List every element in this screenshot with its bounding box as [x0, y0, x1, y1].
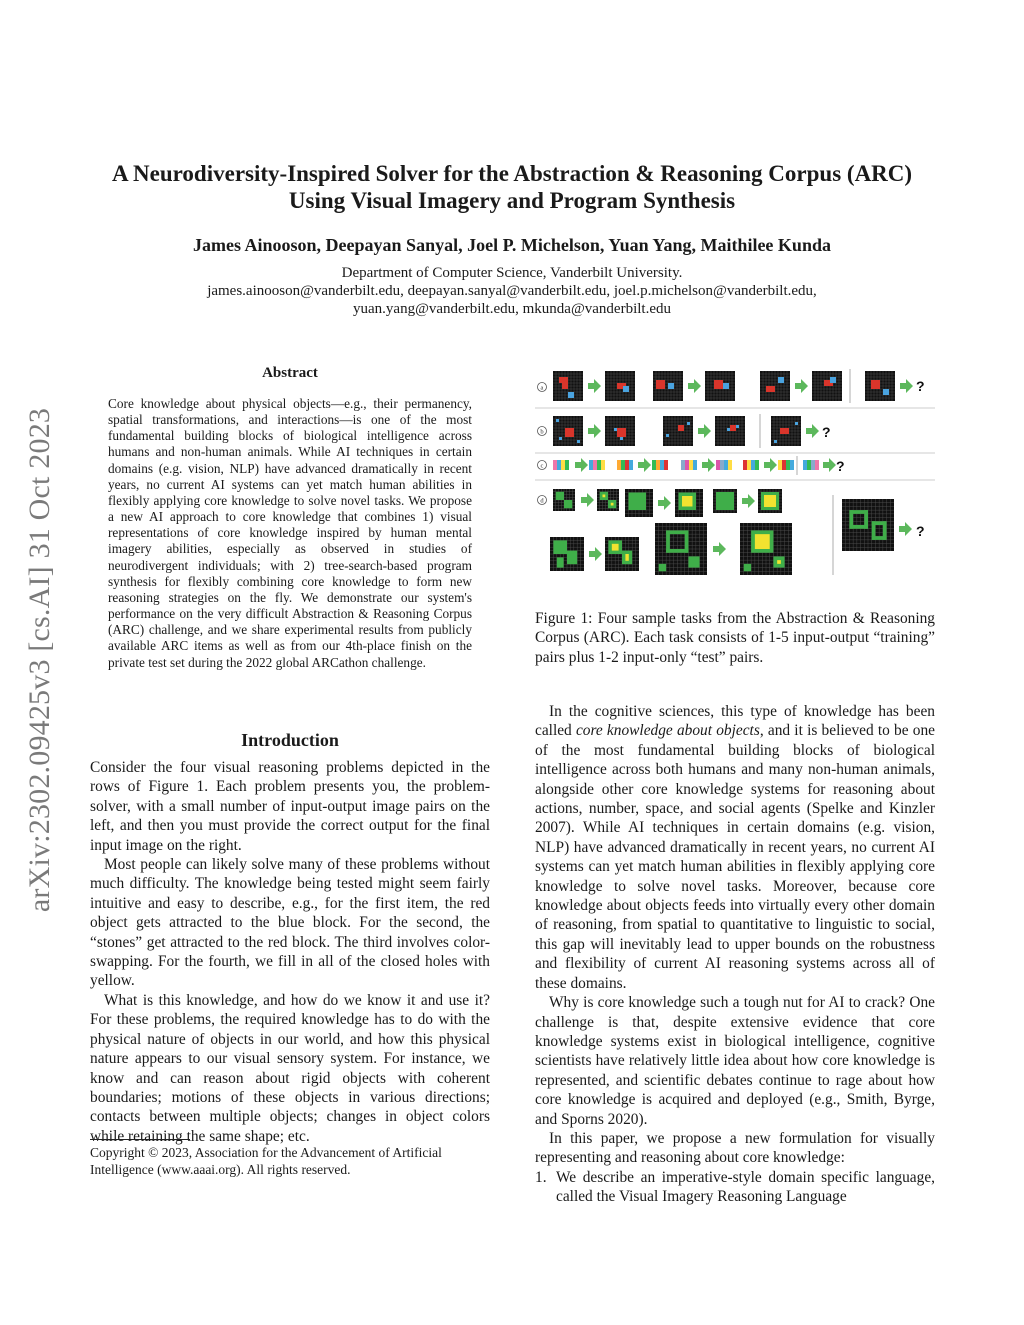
- arc-cell: [567, 551, 577, 565]
- title-line-2: Using Visual Imagery and Program Synthesis: [288, 188, 736, 213]
- color-strip-cell: [625, 460, 629, 470]
- color-strip-cell: [807, 460, 811, 470]
- arc-cell: [565, 428, 574, 437]
- color-strip-cell: [790, 460, 794, 470]
- arc-cell: [688, 556, 699, 567]
- abstract-body: Core knowledge about physical objects—e.g., their permanency, spatial transformations, and interactions—is one of the most fundamental building blocks of biological intelligence across humans and non-human animals. While AI techniques in certain domains (e.g. vision, NLP) have advanced dramatically in recent years, no current AI systems can yet match human abilities in flexibly applying core knowledge to solve novel tasks. We propose a new AI approach to core knowledge that combines 1) visual representations of core knowledge inspired by human mental imagery abilities, especially as observed in studies of neurodivergent individuals; with 2) tree-search-based program synthesis for flexibly combining core knowledge to form new reasoning strategies on the fly. We demonstrate our system's performance on the very difficult Abstraction & Reasoning Corpus (ARC) challenge, and we share experimental results from publicly available ARC items as well as from our 4th-place finish on the private test set during the 2022 global ARCathon challenge.: [108, 396, 472, 670]
- arrow-icon: [899, 522, 912, 536]
- arc-cell: [564, 500, 572, 508]
- question-mark: ?: [916, 523, 925, 539]
- arc-cell: [795, 422, 798, 425]
- arc-cell: [722, 498, 728, 504]
- arc-cell: [723, 383, 729, 389]
- arc-cell: [849, 525, 868, 529]
- affiliation: Department of Computer Science, Vanderbilt University.: [341, 265, 683, 281]
- color-strip-cell: [597, 460, 601, 470]
- arc-cell: [636, 500, 643, 507]
- right-paragraph-2: Why is core knowledge such a tough nut for AI to crack? One challenge is that, despite extensive evidence that core knowledge systems exist in biological intelligence, cognitive scientists have relatively little idea about how core knowledge is represented, and scientific debates continue to rage about how core knowledge is acquired and deployed (e.g., Smith, Byrge, and Sporns 2020).: [535, 994, 935, 1128]
- paper-title: [80, 160, 944, 214]
- color-strip-cell: [629, 460, 633, 470]
- color-strip-cell: [561, 460, 565, 470]
- abstract-heading: Abstract: [262, 365, 318, 381]
- figure-1-graphic: [535, 365, 935, 580]
- arc-cell: [556, 492, 564, 500]
- arc-cell: [559, 377, 568, 383]
- copyright-footnote: Copyright © 2023, Association for the Advancement of Artificial Intelligence (www.aaai.org). All rights reserved.: [90, 1145, 442, 1177]
- author-list: James Ainooson, Deepayan Sanyal, Joel P. Michelson, Yuan Yang, Maithilee Kunda: [193, 235, 831, 255]
- arc-cell: [778, 377, 784, 383]
- arc-cell: [556, 419, 559, 422]
- arc-cell: [744, 564, 751, 571]
- arc-cell: [603, 495, 606, 498]
- arc-cell: [656, 380, 665, 389]
- color-strip-cell: [685, 460, 689, 470]
- introduction-heading: Introduction: [241, 730, 339, 750]
- arc-cell: [830, 377, 836, 383]
- row-label: d: [540, 497, 544, 505]
- arc-cell: [678, 425, 684, 431]
- row-label: c: [540, 462, 544, 470]
- question-mark: ?: [836, 458, 845, 474]
- arxiv-identifier: [0, 370, 80, 950]
- question-mark: ?: [822, 424, 831, 440]
- arrow-icon: [588, 424, 601, 438]
- color-strip-cell: [782, 460, 786, 470]
- arc-cell: [780, 428, 789, 434]
- arc-cell: [727, 428, 730, 431]
- arrow-icon: [764, 458, 777, 472]
- arc-cell: [611, 503, 614, 506]
- list-number: 1.: [535, 1168, 547, 1186]
- affiliation-block: [80, 264, 944, 318]
- color-strip-cell: [755, 460, 759, 470]
- arc-cell: [883, 389, 889, 395]
- color-strip-cell: [681, 460, 685, 470]
- row-label: a: [540, 384, 544, 392]
- arrow-icon: [742, 494, 755, 508]
- color-strip-cell: [617, 460, 621, 470]
- color-strip-cell: [656, 460, 660, 470]
- emails-line-2: yuan.yang@vanderbilt.edu, mkunda@vanderbilt.edu: [353, 301, 671, 317]
- color-strip-cell: [664, 460, 668, 470]
- arrow-icon: [589, 547, 602, 561]
- arrow-icon: [713, 542, 726, 556]
- arc-cell: [871, 380, 880, 389]
- arrow-icon: [581, 493, 594, 507]
- color-strip-cell: [811, 460, 815, 470]
- arc-cell: [774, 440, 777, 443]
- color-strip-cell: [743, 460, 747, 470]
- arc-cell: [687, 422, 690, 425]
- color-strip-cell: [724, 460, 728, 470]
- arc-cell: [659, 564, 666, 571]
- color-strip-cell: [652, 460, 656, 470]
- arrow-icon: [575, 458, 588, 472]
- arc-cell: [553, 540, 567, 554]
- question-mark: ?: [916, 378, 925, 394]
- arxiv-identifier-text: arXiv:2302.09425v3 [cs.AI] 31 Oct 2023: [23, 407, 56, 913]
- footnote-divider: [90, 1139, 190, 1140]
- arc-cell: [562, 383, 568, 389]
- arc-cell: [736, 425, 739, 428]
- arrow-icon: [658, 496, 671, 510]
- core-knowledge-term: core knowledge about objects: [575, 722, 760, 740]
- intro-paragraph-2: Most people can likely solve many of these problems without much difficulty. The knowledge being tested might seem fairly intuitive and easy to describe, e.g., for the first item, the red object gets attracted to the blue block. For the second, the “stones” get attracted to the red block. The third involves color-swapping. For the fourth, we fill in all of the closed holes with yellow.: [90, 856, 490, 990]
- arc-cell: [730, 425, 736, 431]
- list-item: [535, 1168, 935, 1207]
- right-column-body: [535, 702, 935, 1207]
- list-item-text: We describe an imperative-style domain specific language, called the Visual Imagery Reasoning Language: [556, 1168, 935, 1206]
- right-paragraph-3: In this paper, we propose a new formulation for visually representing and reasoning about core knowledge:: [535, 1129, 935, 1167]
- arrow-icon: [698, 424, 711, 438]
- arc-cell: [612, 544, 619, 551]
- arc-cell: [577, 440, 580, 443]
- arrow-icon: [588, 379, 601, 393]
- arc-cell: [666, 549, 688, 553]
- color-strip-cell: [728, 460, 732, 470]
- color-strip-cell: [778, 460, 782, 470]
- arc-cell: [872, 536, 887, 540]
- right-paragraph-1: In the cognitive sciences, this type of knowledge has been called core knowledge about objects, and it is believed to be one of the most fundamental building blocks of biological intelligence across both humans and many non-human animals, alongside other core knowledge systems for reasoning about actions, number, space, and social agents (Spelke and Kinzler 2007). While AI techniques in certain domains (e.g. vision, NLP) have advanced dramatically in recent years, no current AI systems can yet match human abilities in flexibly applying core knowledge to solve novel tasks. Moreover, because core knowledge about objects feeds into virtually every other domain of reasoning, from spatial to quantitative to linguistic to social, this gap will inevitably lead to upper bounds on the robustness and flexibility of current AI reasoning systems across all of these domains.: [535, 703, 936, 992]
- intro-paragraph-3: What is this knowledge, and how do we know it and use it? For these problems, the required knowledge has to do with the physical nature of objects in our world, and how this physical nature appears to our visual sensory system. For instance, we know and can reason about rigid objects with coherent boundaries; motions of these objects in various directions; contacts between multiple objects; changes in object colors while retaining the same shape; etc.: [90, 991, 490, 1145]
- arc-cell: [682, 496, 693, 507]
- emails-line-1: james.ainooson@vanderbilt.edu, deepayan.sanyal@vanderbilt.edu, joel.p.michelson@vanderbilt.edu,: [207, 283, 817, 299]
- arc-cell: [764, 495, 776, 507]
- arrow-icon: [900, 379, 913, 393]
- figure-1: [535, 365, 935, 580]
- row-label: b: [540, 428, 544, 436]
- figure-1-caption: Figure 1: Four sample tasks from the Abstraction & Reasoning Corpus (ARC). Each task consists of 1-5 input-output “training” pairs plus 1-2 input-only “test” pairs.: [535, 610, 935, 666]
- color-strip-cell: [751, 460, 755, 470]
- arc-cell: [755, 534, 770, 549]
- arc-cell: [666, 434, 669, 437]
- color-strip-cell: [621, 460, 625, 470]
- arc-cell: [620, 437, 623, 440]
- intro-paragraph-1: Consider the four visual reasoning problems depicted in the rows of Figure 1. Each problem presents you, the problem-solver, with a small number of input-output image pairs on the left, and then you must provide the correct output for the final input image on the right.: [90, 759, 490, 854]
- color-strip-cell: [553, 460, 557, 470]
- color-strip-cell: [693, 460, 697, 470]
- color-strip-cell: [689, 460, 693, 470]
- arc-cell: [614, 428, 617, 431]
- arc-cell: [714, 380, 723, 389]
- arrow-icon: [702, 458, 715, 472]
- arc-cell: [668, 383, 674, 389]
- arrow-icon: [806, 424, 819, 438]
- arc-cell: [568, 392, 574, 398]
- color-strip-cell: [593, 460, 597, 470]
- arc-cell: [623, 386, 629, 392]
- color-strip-cell: [660, 460, 664, 470]
- color-strip-cell: [803, 460, 807, 470]
- arrow-icon: [688, 379, 701, 393]
- arrow-icon: [638, 458, 651, 472]
- color-strip-cell: [565, 460, 569, 470]
- color-strip-cell: [557, 460, 561, 470]
- arrow-icon: [795, 379, 808, 393]
- color-strip-cell: [589, 460, 593, 470]
- color-strip-cell: [786, 460, 790, 470]
- color-strip-cell: [815, 460, 819, 470]
- color-strip-cell: [716, 460, 720, 470]
- arrow-icon: [823, 458, 836, 472]
- color-strip-cell: [601, 460, 605, 470]
- color-strip-cell: [720, 460, 724, 470]
- arc-cell: [557, 557, 564, 567]
- introduction-body: [90, 758, 490, 1146]
- color-strip-cell: [747, 460, 751, 470]
- title-line-1: A Neurodiversity-Inspired Solver for the Abstraction & Reasoning Corpus (ARC): [111, 161, 913, 186]
- arc-cell: [625, 554, 628, 561]
- arc-cell: [777, 560, 781, 564]
- arc-cell: [617, 428, 626, 437]
- arc-cell: [559, 437, 562, 440]
- arc-cell: [766, 386, 775, 392]
